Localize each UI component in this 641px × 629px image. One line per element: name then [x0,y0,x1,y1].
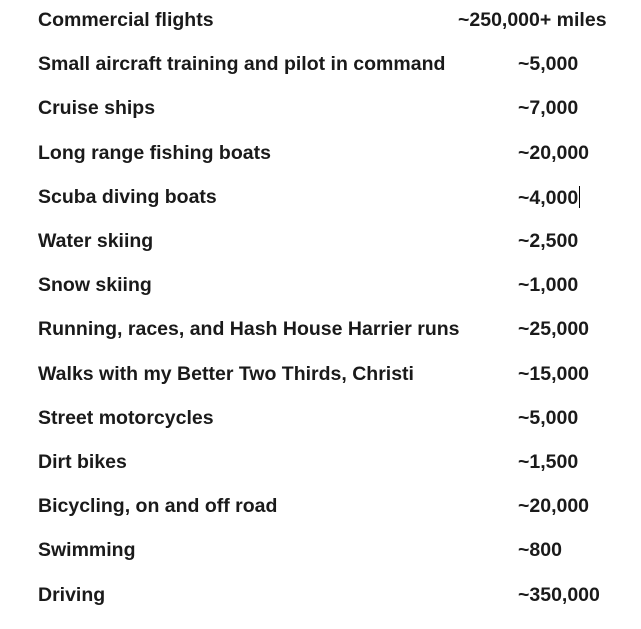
list-item [0,407,641,437]
activity-label: Snow skiing [38,274,152,297]
mileage-value: ~5,000 [518,53,579,76]
activity-label: Water skiing [38,230,154,252]
activity-label: Scuba diving boats [38,185,217,208]
list-item [0,495,641,525]
mileage-value: ~800 [518,539,562,562]
list-item [0,53,641,83]
mileage-value: ~2,500 [518,230,579,252]
mileage-value: ~20,000 [518,141,590,164]
activity-label: Running, races, and Hash House Harrier runs [38,318,460,341]
list-item [0,97,641,127]
mileage-value: ~7,000 [518,97,579,120]
activity-label: Commercial flights [38,9,214,31]
text-cursor [579,186,580,208]
mileage-value: ~250,000+ miles [458,9,607,31]
activity-label: Street motorcycles [38,406,214,429]
mileage-value: ~350,000 [518,583,600,606]
activity-label: Bicycling, on and off road [38,495,278,518]
activity-label: Cruise ships [38,97,156,120]
activity-label: Walks with my Better Two Thirds, Christi [38,362,414,385]
mileage-value: ~20,000 [518,495,590,518]
activity-label: Dirt bikes [38,451,127,473]
list-item [0,451,641,481]
list-item [0,584,641,614]
list-item [0,363,641,393]
list-item [0,9,641,39]
list-item [0,274,641,304]
list-item [0,539,641,569]
mileage-value: ~1,000 [518,274,579,297]
list-item [0,142,641,172]
list-item [0,186,641,216]
mileage-value: ~4,000 [518,186,579,209]
mileage-value: ~15,000 [518,362,590,385]
mileage-value: ~25,000 [518,318,590,341]
activity-label: Driving [38,583,106,606]
activity-label: Small aircraft training and pilot in command [38,53,446,76]
list-item [0,230,641,260]
mileage-value: ~1,500 [518,451,579,473]
mileage-value: ~5,000 [518,406,579,429]
activity-label: Long range fishing boats [38,141,271,164]
list-item [0,318,641,348]
activity-label: Swimming [38,539,136,562]
